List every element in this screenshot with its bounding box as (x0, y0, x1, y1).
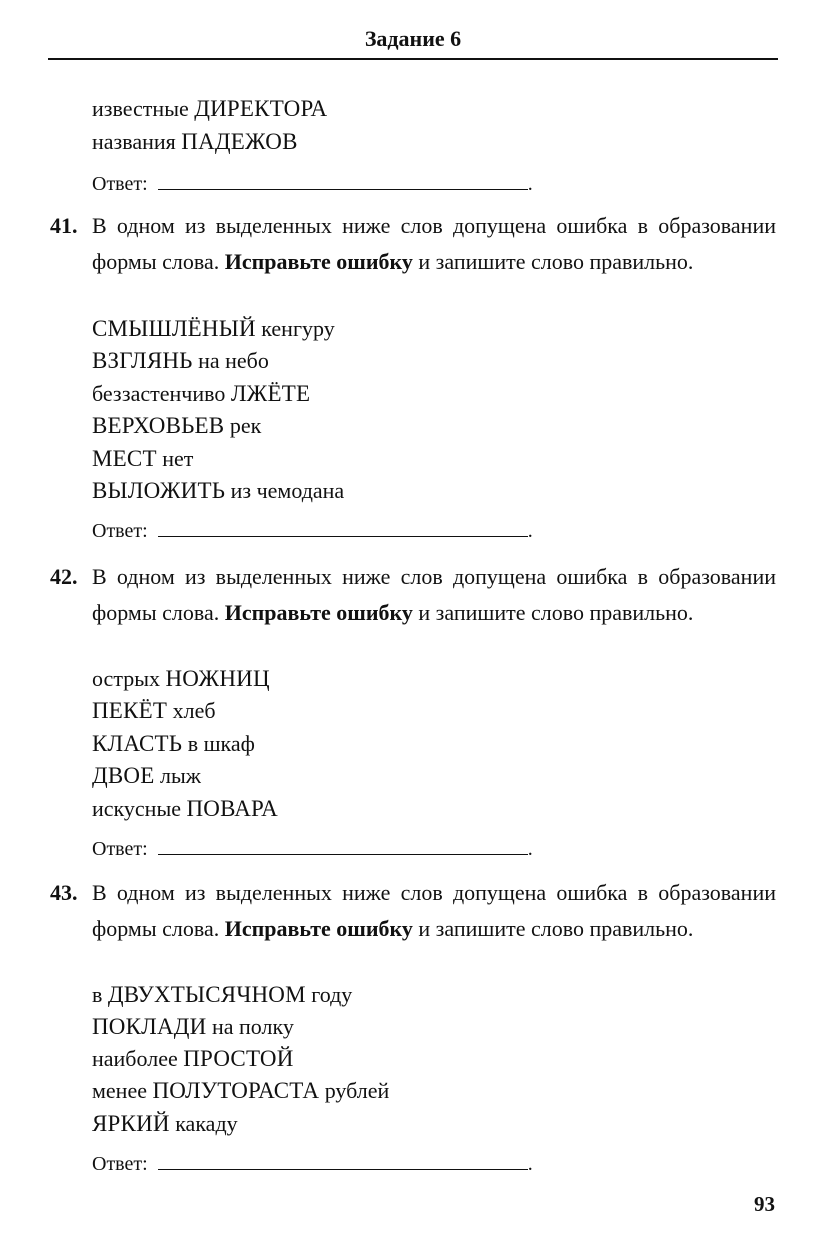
task-answer-row (92, 1151, 533, 1176)
answer-label: Ответ: (92, 173, 148, 195)
answer-blank[interactable] (158, 518, 528, 537)
task-number: 42. (50, 564, 78, 589)
item-suffix: на полку (206, 1014, 294, 1039)
item-suffix: рублей (319, 1078, 390, 1103)
item-suffix: кенгуру (255, 316, 335, 341)
instruction-text-end: и запишите слово правильно. (412, 249, 694, 274)
task-item (92, 413, 261, 439)
item-suffix: рек (224, 413, 262, 438)
item-capital-word: ПОВАРА (186, 796, 278, 821)
task-item (92, 381, 310, 407)
task-answer-row (92, 518, 533, 543)
answer-period: . (527, 1153, 533, 1175)
item-suffix: лыж (154, 763, 201, 788)
item-capital-word: КЛАСТЬ (92, 731, 183, 756)
item-prefix: менее (92, 1078, 153, 1103)
answer-period: . (527, 838, 533, 860)
answer-label: Ответ: (92, 520, 148, 542)
task-item (92, 731, 255, 757)
task-item (92, 348, 269, 374)
task-item (92, 982, 352, 1008)
item-prefix: названия (92, 129, 182, 154)
item-suffix: на небо (192, 348, 269, 373)
instruction-text: В одном из выделенных ниже слов допущена ошибка в образовании формы слова. (92, 213, 776, 274)
item-suffix: хлеб (167, 698, 216, 723)
item-prefix: беззастенчиво (92, 381, 231, 406)
item-prefix: в (92, 982, 108, 1007)
item-capital-word: ПОКЛАДИ (92, 1014, 207, 1039)
task-item (92, 1046, 294, 1072)
answer-label: Ответ: (92, 838, 148, 860)
task-item (92, 446, 193, 472)
item-capital-word: ДВУХТЫСЯЧНОМ (107, 982, 306, 1007)
item-prefix: известные (92, 96, 195, 121)
page-header-title: Задание 6 (364, 26, 462, 51)
item-suffix: в шкаф (182, 731, 255, 756)
task-number: 41. (50, 213, 78, 238)
instruction-bold: Исправьте ошибку (224, 600, 413, 625)
page-number: 93 (754, 1192, 775, 1216)
answer-blank[interactable] (158, 836, 528, 855)
item-suffix: из чемодана (225, 478, 345, 503)
item-capital-word: НОЖНИЦ (165, 666, 270, 691)
item-capital-word: ПОЛУТОРАСТА (152, 1078, 320, 1103)
task-item (92, 1078, 389, 1104)
instruction-text: В одном из выделенных ниже слов допущена ошибка в образовании формы слова. (92, 564, 776, 625)
task-instructions (92, 559, 776, 631)
task-item (92, 698, 216, 724)
item-suffix: году (305, 982, 353, 1007)
task-item (92, 666, 270, 692)
item-capital-word: ВЗГЛЯНЬ (92, 348, 193, 373)
answer-blank[interactable] (158, 171, 528, 190)
instruction-bold: Исправьте ошибку (224, 916, 413, 941)
item-prefix: наиболее (92, 1046, 184, 1071)
task-item (92, 763, 201, 789)
item-capital-word: ПЕКЁТ (92, 698, 168, 723)
instruction-text: В одном из выделенных ниже слов допущена ошибка в образовании формы слова. (92, 880, 776, 941)
item-prefix: острых (92, 666, 166, 691)
task-instructions (92, 208, 776, 280)
item-capital-word: ПРОСТОЙ (183, 1046, 294, 1071)
answer-period: . (527, 173, 533, 195)
answer-period: . (527, 520, 533, 542)
intro-answer-row (92, 171, 533, 196)
task-instructions (92, 875, 776, 947)
task-item (92, 478, 344, 504)
item-capital-word: ДВОЕ (92, 763, 155, 788)
item-capital-word: МЕСТ (92, 446, 157, 471)
answer-label: Ответ: (92, 1153, 148, 1175)
item-capital-word: ПАДЕЖОВ (181, 129, 298, 154)
item-capital-word: ЯРКИЙ (92, 1111, 170, 1136)
task-number: 43. (50, 880, 78, 905)
task-answer-row (92, 836, 533, 861)
intro-item-2 (92, 129, 298, 155)
item-capital-word: ДИРЕКТОРА (194, 96, 328, 121)
item-capital-word: СМЫШЛЁНЫЙ (92, 316, 256, 341)
task-item (92, 1111, 238, 1137)
item-capital-word: ВЕРХОВЬЕВ (92, 413, 225, 438)
task-item (92, 796, 278, 822)
item-capital-word: ЛЖЁТЕ (230, 381, 311, 406)
intro-item-1 (92, 96, 327, 122)
answer-blank[interactable] (158, 1151, 528, 1170)
task-item (92, 1014, 294, 1040)
header-divider (48, 58, 778, 60)
item-suffix: нет (156, 446, 194, 471)
instruction-text-end: и запишите слово правильно. (412, 600, 694, 625)
instruction-text-end: и запишите слово правильно. (412, 916, 694, 941)
instruction-bold: Исправьте ошибку (224, 249, 413, 274)
item-suffix: какаду (169, 1111, 238, 1136)
item-capital-word: ВЫЛОЖИТЬ (92, 478, 226, 503)
task-item (92, 316, 335, 342)
item-prefix: искусные (92, 796, 187, 821)
